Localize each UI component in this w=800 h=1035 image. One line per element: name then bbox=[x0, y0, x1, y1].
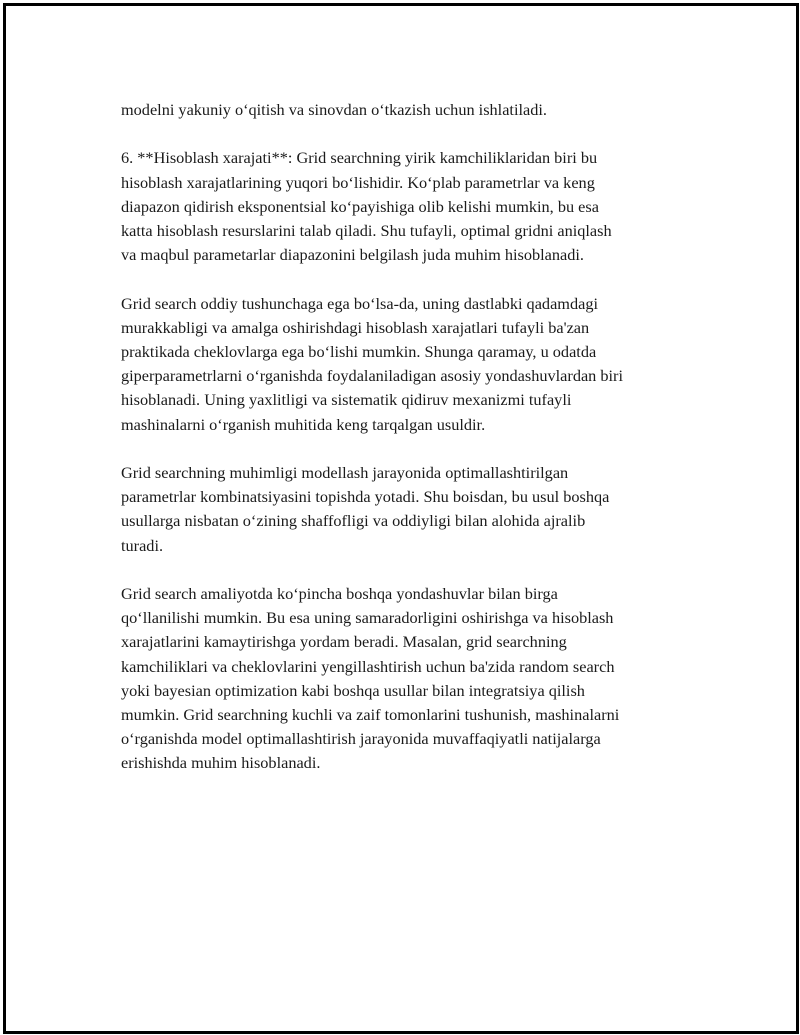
paragraph-grid-search-overview: Grid search oddiy tushunchaga ega bo‘lsa-da, uning dastlabki qadamdagi murakkabligi va amalga oshirishdagi hisoblash xarajatlari tufayli ba'zan praktikada cheklovlarga ega bo‘lishi mumkin. Shunga qaramay, u odatda giperparametrlarni o‘rganishda foydalaniladigan asosiy yondashuvlardan biri hisoblanadi. Uning yaxlitligi va sistematik qidiruv mexanizmi tufayli mashinalarni o‘rganish muhitida keng tarqalgan usuldir. bbox=[121, 293, 623, 434]
paragraph-computation-cost: 6. **Hisoblash xarajati**: Grid searchning yirik kamchiliklaridan biri bu hisoblash xarajatlarining yuqori bo‘lishidir. Ko‘plab parametrlar va keng diapazon qidirish eksponentsial ko‘payishiga olib kelishi mumkin, bu esa katta hisoblash resurslarini talab qiladi. Shu tufayli, optimal gridni aniqlash va maqbul parametarlar diapazonini belgilash juda muhim hisoblanadi. bbox=[121, 148, 612, 265]
paragraph-continuation: modelni yakuniy o‘qitish va sinovdan o‘tkazish uchun ishlatiladi. bbox=[121, 100, 547, 119]
paragraph-grid-search-practice: Grid search amaliyotda ko‘pincha boshqa yondashuvlar bilan birga qo‘llanilishi mumkin. Bu esa uning samaradorligini oshirishga va hisoblash xarajatlarini kamaytirishga yordam beradi. Masalan, grid searchning kamchiliklari va cheklovlarini yengillashtirish uchun ba'zida random search yoki bayesian optimization kabi boshqa usullar bilan integratsiya qilish mumkin. Grid searchning kuchli va zaif tomonlarini tushunish, mashinalarni o‘rganishda model optimallashtirish jarayonida muvaffaqiyatli natijalarga erishishda muhim hisoblanadi. bbox=[121, 584, 620, 773]
paragraph-grid-search-importance: Grid searchning muhimligi modellash jarayonida optimallashtirilgan parametrlar kombinatsiyasini topishda yotadi. Shu boisdan, bu usul boshqa usullarga nisbatan o‘zining shaffofligi va oddiyligi bilan alohida ajralib turadi. bbox=[121, 463, 610, 555]
document-body bbox=[121, 98, 691, 800]
page-frame bbox=[3, 3, 799, 1034]
